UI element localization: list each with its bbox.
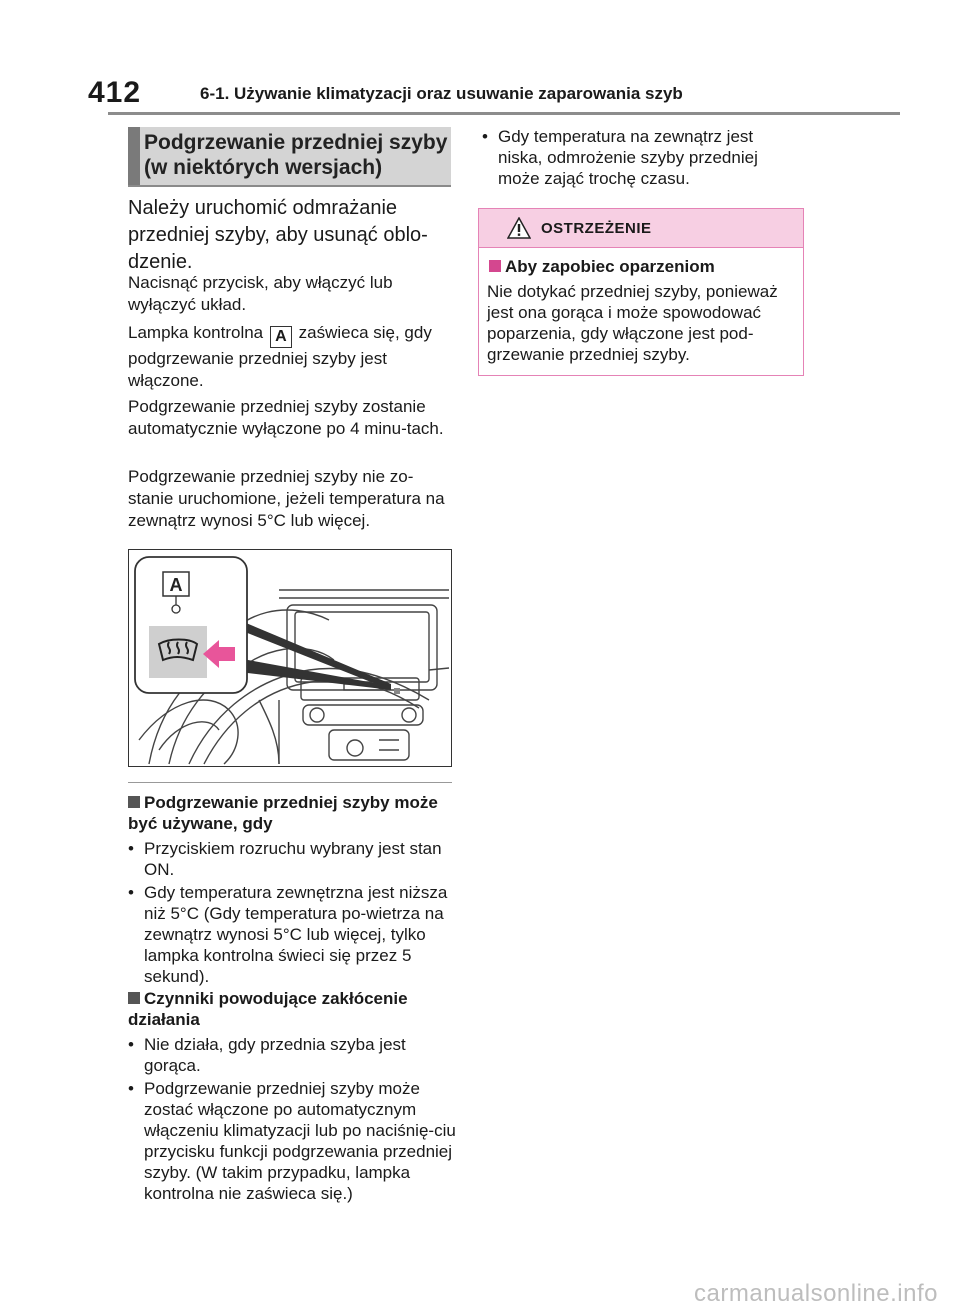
header-divider <box>108 112 900 115</box>
callout-label-a: A <box>169 575 183 595</box>
warning-body: Nie dotykać przedniej szyby, ponieważ jest ona gorąca i może spowodować poparzenia, gdy włączone jest pod-grzewanie przedniej szyby. <box>487 282 778 364</box>
square-bullet-icon <box>128 796 140 808</box>
square-bullet-icon <box>128 992 140 1004</box>
watermark: carmanualsonline.info <box>694 1280 938 1307</box>
section-title-line2: (w niektórych wersjach) <box>144 156 383 179</box>
warning-header <box>479 209 803 248</box>
indicator-text-after: zaświeca się, gdy podgrzewanie przedniej szyby jest włączone. <box>128 323 432 390</box>
defrost-button-location <box>394 688 400 694</box>
subheading-text: Czynniki powodujące zakłócenie działania <box>128 989 408 1029</box>
list-item <box>128 882 458 987</box>
warning-title: OSTRZEŻENIE <box>541 220 652 237</box>
subheading-text: Podgrzewanie przedniej szyby może być używane, gdy <box>128 793 438 833</box>
section-divider <box>128 782 452 783</box>
warning-subheading-text: Aby zapobiec oparzeniom <box>505 257 715 276</box>
square-bullet-icon <box>489 260 501 272</box>
bullet-dot-icon: • <box>128 839 134 858</box>
chapter-title: 6-1. Używanie klimatyzacji oraz usuwanie zaparowania szyb <box>200 84 683 103</box>
dashboard-illustration <box>128 549 452 767</box>
indicator-a-badge: A <box>270 326 292 348</box>
section-title-line1: Podgrzewanie przedniej szyby <box>144 131 448 154</box>
paragraph-press-button: Nacisnąć przycisk, aby włączyć lub wyłączyć układ. <box>128 273 393 314</box>
indicator-text-before: Lampka kontrolna <box>128 323 264 342</box>
section-heading <box>128 127 451 187</box>
bullet-dot-icon: • <box>128 1035 134 1054</box>
list-item <box>128 1034 458 1076</box>
bullet-dot-icon: • <box>128 883 134 902</box>
list-item-text: Gdy temperatura na zewnątrz jest niska, odmrożenie szyby przedniej może zająć trochę czasu. <box>498 127 758 188</box>
list-item-text: Nie działa, gdy przednia szyba jest gorąca. <box>144 1035 406 1075</box>
list-item-text: Podgrzewanie przedniej szyby może zostać włączone po automatycznym włączeniu klimatyzacji lub po naciśnię-ciu przycisku funkcji podgrzewania przedniej szyby. (W takim przypadku, lampka kontrolna nie zaświeca się.) <box>144 1079 456 1203</box>
paragraph-auto-off: Podgrzewanie przedniej szyby zostanie automatycznie wyłączone po 4 minu-tach. <box>128 397 444 438</box>
page-number: 412 <box>88 76 142 109</box>
indicator-lamp-marker <box>172 605 180 613</box>
section-title <box>144 130 447 180</box>
list-item-text: Przyciskiem rozruchu wybrany jest stan ON. <box>144 839 442 879</box>
intro-paragraph: Należy uruchomić odmrażanie przedniej szyby, aby usunąć oblo-dzenie. <box>128 197 428 273</box>
list-item <box>128 838 458 880</box>
list-item-text: Gdy temperatura zewnętrzna jest niższa niż 5°C (Gdy temperatura po-wietrza na zewnątrz wynosi 5°C lub więcej, tylko lampka kontrolna świeci się przez 5 sekund). <box>144 883 448 986</box>
warning-box <box>478 208 804 376</box>
bullet-dot-icon: • <box>128 1079 134 1098</box>
warning-subheading <box>489 257 715 277</box>
section-heading-bar <box>128 127 140 185</box>
subheading-usage-conditions <box>128 792 448 834</box>
bullet-dot-icon: • <box>482 127 488 146</box>
list-item <box>482 126 800 189</box>
subheading-malfunction-factors <box>128 988 448 1030</box>
warning-triangle-icon <box>507 217 531 239</box>
paragraph-indicator <box>128 322 453 392</box>
dashboard-drawing <box>129 550 451 766</box>
paragraph-temperature: Podgrzewanie przedniej szyby nie zo-stanie uruchomione, jeżeli temperatura na zewnątrz wynosi 5°C lub więcej. <box>128 467 445 530</box>
list-item <box>128 1078 458 1204</box>
